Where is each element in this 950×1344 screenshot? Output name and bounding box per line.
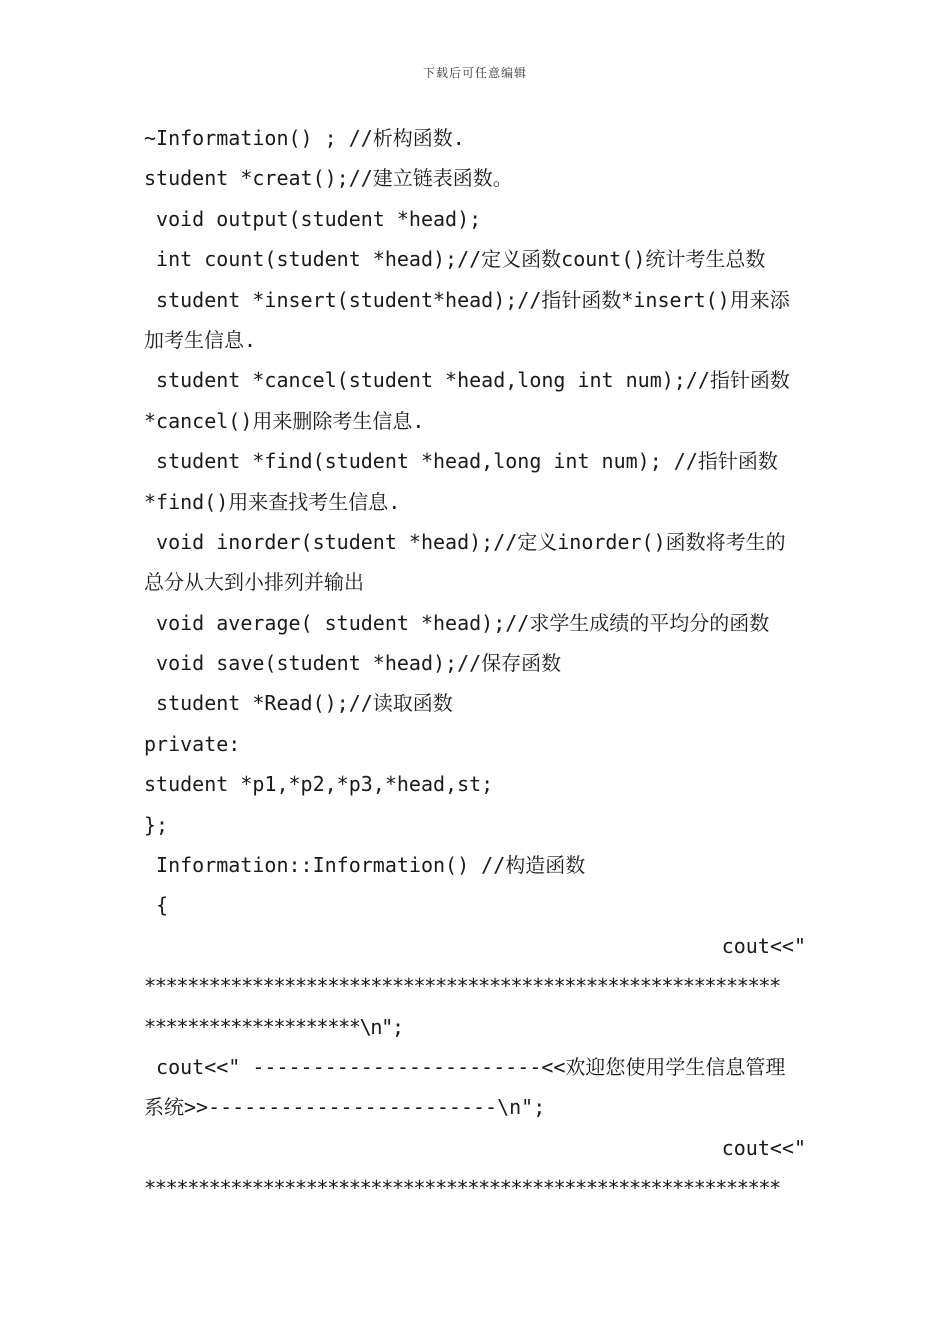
- code-line: student *p1,*p2,*p3,*head,st;: [144, 772, 494, 797]
- code-line: student *creat();//建立链表函数。: [144, 166, 513, 191]
- code-line: void inorder(student *head);//定义inorder()函数将考生的: [144, 529, 786, 554]
- code-line: student *cancel(student *head,long int num);//指针函数: [144, 368, 790, 393]
- code-line: cout<<": [721, 933, 806, 958]
- code-line: Information::Information() //构造函数: [144, 853, 586, 878]
- code-line: private:: [144, 731, 241, 756]
- code-line: student *insert(student*head);//指针函数*insert()用来添: [144, 287, 790, 312]
- code-line: student *find(student *head,long int num); //指针函数: [144, 449, 778, 474]
- code-line: };: [144, 812, 169, 837]
- code-listing: [144, 118, 806, 1209]
- code-line: {: [144, 893, 169, 918]
- code-line: ***********************************************************: [144, 974, 780, 999]
- code-line: 系统>>------------------------\n";: [144, 1095, 546, 1120]
- code-line: *cancel()用来删除考生信息.: [144, 408, 425, 433]
- code-line: ********************\n";: [144, 1014, 403, 1039]
- code-line: ~Information() ; //析构函数.: [144, 126, 465, 150]
- page-header: 下载后可任意编辑: [422, 66, 527, 80]
- code-line: 加考生信息.: [144, 327, 257, 352]
- code-line: void output(student *head);: [144, 206, 482, 231]
- code-line: ***********************************************************: [144, 1176, 780, 1201]
- code-line: void save(student *head);//保存函数: [144, 651, 562, 676]
- code-line: void average( student *head);//求学生成绩的平均分的函数: [144, 610, 770, 635]
- code-line: student *Read();//读取函数: [144, 691, 453, 716]
- code-line: cout<<": [721, 1135, 806, 1160]
- code-line: int count(student *head);//定义函数count()统计考生总数: [144, 247, 766, 272]
- code-line: 总分从大到小排列并输出: [144, 570, 364, 595]
- code-line: *find()用来查找考生信息.: [144, 489, 401, 514]
- code-line: cout<<" ------------------------<<欢迎您使用学生信息管理: [144, 1054, 786, 1079]
